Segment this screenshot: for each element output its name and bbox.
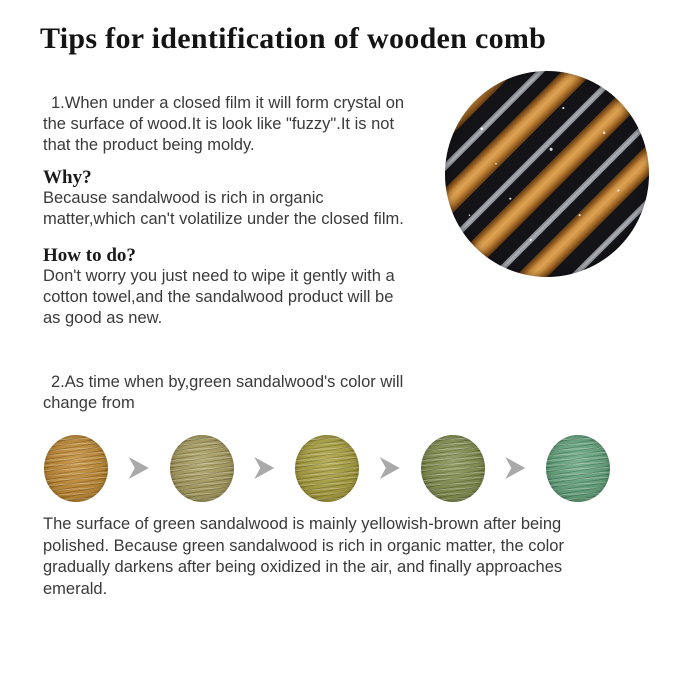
how-line: as good as new. xyxy=(43,309,163,327)
footer-line: polished. Because green sandalwood is rich in organic matter, the color xyxy=(43,536,564,555)
page-title: Tips for identification of wooden comb xyxy=(40,22,547,55)
arrow-right-icon xyxy=(129,457,149,479)
footer-line: The surface of green sandalwood is mainly yellowish-brown after being xyxy=(43,515,562,533)
footer-section xyxy=(43,514,564,600)
color-step-circle xyxy=(44,435,108,502)
crystal-specks xyxy=(445,71,649,277)
how-line: cotton towel,and the sandalwood product will be xyxy=(43,288,394,306)
tip1-line: that the product being moldy. xyxy=(43,136,255,154)
comb-closeup-photo xyxy=(445,71,649,277)
why-line: matter,which can't volatilize under the closed film. xyxy=(43,210,404,228)
tip2-line: change from xyxy=(43,394,135,412)
color-step-circle xyxy=(170,435,234,502)
tip1-section xyxy=(43,93,404,329)
why-heading: Why? xyxy=(43,167,92,188)
tip2-line: 2.As time when by,green sandalwood's color will xyxy=(51,373,404,391)
arrow-right-icon xyxy=(380,457,400,479)
color-step-circle xyxy=(295,435,359,502)
how-line: Don't worry you just need to wipe it gently with a xyxy=(43,267,395,285)
footer-line: gradually darkens after being oxidized in the air, and finally approaches xyxy=(43,558,563,576)
arrow-right-icon xyxy=(505,457,525,479)
tip2-section xyxy=(43,372,403,414)
tip1-line: 1.When under a closed film it will form crystal on xyxy=(51,94,405,112)
arrow-right-icon xyxy=(254,457,274,479)
why-line: Because sandalwood is rich in organic xyxy=(43,189,324,207)
color-step-circle xyxy=(546,435,610,502)
color-step-circle xyxy=(421,435,485,502)
how-to-heading: How to do? xyxy=(43,245,136,266)
footer-line: emerald. xyxy=(43,579,108,598)
tip1-line: the surface of wood.It is look like "fuzzy".It is not xyxy=(43,115,395,133)
color-progression-row xyxy=(44,433,610,503)
